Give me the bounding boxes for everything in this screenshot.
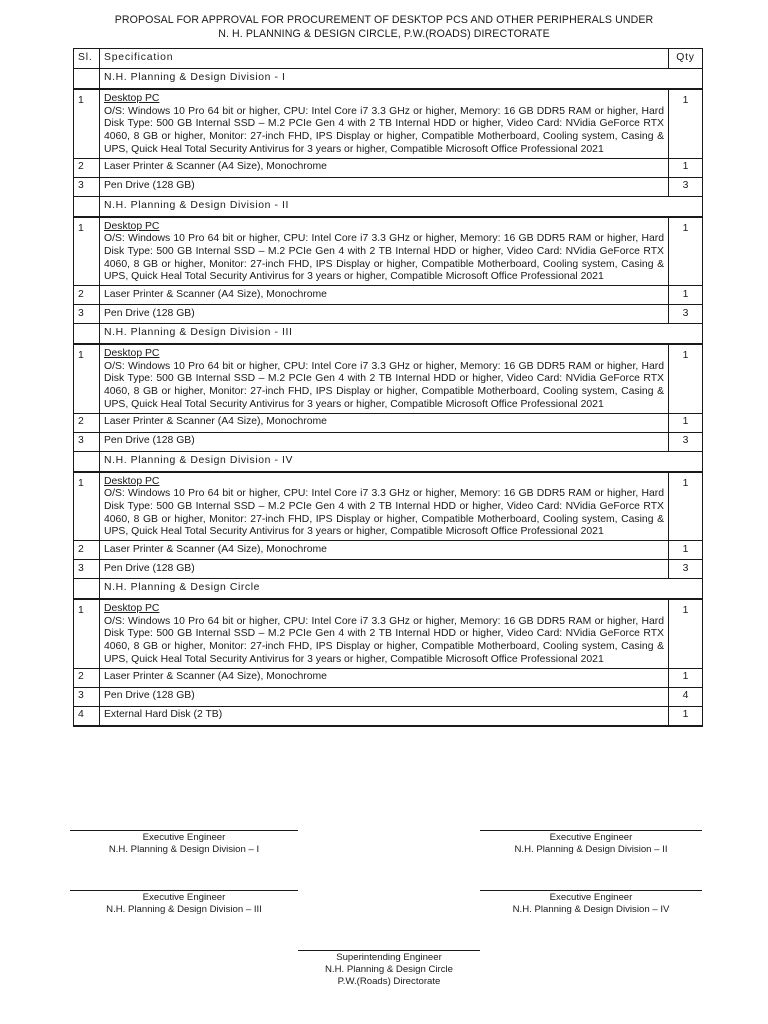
item-title: Laser Printer & Scanner (A4 Size), Monochrome [104, 416, 327, 428]
table-row [74, 158, 703, 177]
signature-office: N.H. Planning & Design Division – I [108, 844, 260, 855]
item-title: Pen Drive (128 GB) [104, 180, 195, 192]
item-qty: 3 [669, 305, 703, 324]
signature-office: N.H. Planning & Design Division – II [514, 844, 668, 855]
item-sl: 2 [74, 668, 100, 687]
item-qty: 1 [669, 599, 703, 668]
item-specification [100, 217, 669, 286]
item-specification [100, 472, 669, 541]
signature-designation: Executive Engineer [142, 892, 226, 903]
signature-designation: Executive Engineer [549, 892, 633, 903]
item-qty: 3 [669, 560, 703, 579]
item-specification [100, 668, 669, 687]
item-qty: 1 [669, 668, 703, 687]
item-sl: 3 [74, 432, 100, 451]
signature-block [70, 830, 298, 856]
item-sl: 2 [74, 286, 100, 305]
table-row [74, 599, 703, 668]
header-qty: Qty [669, 49, 703, 69]
item-sl: 4 [74, 706, 100, 726]
group-name: N.H. Planning & Design Circle [100, 579, 703, 600]
signature-office: N.H. Planning & Design Division – IV [512, 904, 670, 915]
item-qty: 1 [669, 217, 703, 286]
item-description: O/S: Windows 10 Pro 64 bit or higher, CPU: Intel Core i7 3.3 GHz or higher, Memory: 16 GB DDR5 RAM or higher, Hard Disk Type: 500 GB Internal SSD – M.2 PCIe Gen 4 with 2 TB Internal HDD or higher, Video Card: NVidia GeForce RTX 4060, 8 GB or higher, Monitor: 27-inch FHD, IPS Display or higher, Compatible Motherboard, Cooling system, Casing & UPS, Quick Heal Total Security Antivirus for 3 years or higher, Compatible Microsoft Office Professional 2021 [104, 233, 664, 283]
item-qty: 1 [669, 89, 703, 158]
item-specification [100, 413, 669, 432]
group-header-row [74, 69, 703, 90]
item-specification [100, 432, 669, 451]
table-row [74, 305, 703, 324]
item-specification [100, 560, 669, 579]
item-title: Desktop PC [104, 348, 160, 360]
item-qty: 3 [669, 177, 703, 196]
table-row [74, 89, 703, 158]
table-row [74, 432, 703, 451]
group-sl-cell [74, 324, 100, 345]
table-row [74, 560, 703, 579]
item-description: O/S: Windows 10 Pro 64 bit or higher, CPU: Intel Core i7 3.3 GHz or higher, Memory: 16 GB DDR5 RAM or higher, Hard Disk Type: 500 GB Internal SSD – M.2 PCIe Gen 4 with 2 TB Internal HDD or higher, Video Card: NVidia GeForce RTX 4060, 8 GB or higher, Monitor: 27-inch FHD, IPS Display or higher, Compatible Motherboard, Cooling system, Casing & UPS, Quick Heal Total Security Antivirus for 3 years or higher, Compatible Microsoft Office Professional 2021 [104, 105, 664, 155]
signature-block [480, 890, 702, 916]
signature-office: N.H. Planning & Design Circle [325, 964, 453, 975]
item-description: O/S: Windows 10 Pro 64 bit or higher, CPU: Intel Core i7 3.3 GHz or higher, Memory: 16 GB DDR5 RAM or higher, Hard Disk Type: 500 GB Internal SSD – M.2 PCIe Gen 4 with 2 TB Internal HDD or higher, Video Card: NVidia GeForce RTX 4060, 8 GB or higher, Monitor: 27-inch FHD, IPS Display or higher, Compatible Motherboard, Cooling system, Casing & UPS, Quick Heal Total Security Antivirus for 3 years or higher, Compatible Microsoft Office Professional 2021 [104, 360, 664, 410]
header-sl: Sl. [74, 49, 100, 69]
group-sl-cell [74, 451, 100, 472]
item-qty: 1 [669, 541, 703, 560]
group-header-row [74, 579, 703, 600]
item-sl: 3 [74, 687, 100, 706]
document-title [0, 14, 768, 41]
group-sl-cell [74, 196, 100, 217]
item-qty: 1 [669, 706, 703, 726]
signature-block [480, 830, 702, 856]
item-title: Desktop PC [104, 603, 160, 615]
item-description: O/S: Windows 10 Pro 64 bit or higher, CPU: Intel Core i7 3.3 GHz or higher, Memory: 16 GB DDR5 RAM or higher, Hard Disk Type: 500 GB Internal SSD – M.2 PCIe Gen 4 with 2 TB Internal HDD or higher, Video Card: NVidia GeForce RTX 4060, 8 GB or higher, Monitor: 27-inch FHD, IPS Display or higher, Compatible Motherboard, Cooling system, Casing & UPS, Quick Heal Total Security Antivirus for 3 years or higher, Compatible Microsoft Office Professional 2021 [104, 615, 664, 665]
item-title: Pen Drive (128 GB) [104, 562, 195, 574]
item-qty: 1 [669, 158, 703, 177]
item-title: Laser Printer & Scanner (A4 Size), Monochrome [104, 288, 327, 300]
item-specification [100, 158, 669, 177]
group-name: N.H. Planning & Design Division - III [100, 324, 703, 345]
item-specification [100, 89, 669, 158]
signature-designation: Executive Engineer [549, 832, 633, 843]
title-line-2: N. H. PLANNING & DESIGN CIRCLE, P.W.(ROADS) DIRECTORATE [218, 27, 550, 40]
table-row [74, 286, 703, 305]
item-specification [100, 305, 669, 324]
item-title: Desktop PC [104, 475, 160, 487]
item-sl: 2 [74, 413, 100, 432]
item-specification [100, 687, 669, 706]
group-name: N.H. Planning & Design Division - I [100, 69, 703, 90]
item-qty: 4 [669, 687, 703, 706]
item-title: Pen Drive (128 GB) [104, 435, 195, 447]
item-title: External Hard Disk (2 TB) [104, 709, 223, 721]
item-sl: 1 [74, 599, 100, 668]
item-title: Laser Printer & Scanner (A4 Size), Monochrome [104, 543, 327, 555]
specification-table [73, 48, 703, 727]
item-sl: 2 [74, 541, 100, 560]
item-specification [100, 344, 669, 413]
table-header-row [74, 49, 703, 69]
signature-office: N.H. Planning & Design Division – III [106, 904, 262, 915]
table-row [74, 541, 703, 560]
item-title: Laser Printer & Scanner (A4 Size), Monochrome [104, 161, 327, 173]
table-row [74, 344, 703, 413]
item-sl: 1 [74, 472, 100, 541]
item-qty: 1 [669, 286, 703, 305]
item-sl: 3 [74, 177, 100, 196]
title-line-1: PROPOSAL FOR APPROVAL FOR PROCUREMENT OF DESKTOP PCS AND OTHER PERIPHERALS UNDER [114, 14, 654, 26]
item-qty: 1 [669, 472, 703, 541]
item-title: Laser Printer & Scanner (A4 Size), Monochrome [104, 671, 327, 683]
item-sl: 1 [74, 344, 100, 413]
signature-office: P.W.(Roads) Directorate [337, 976, 441, 987]
table-row [74, 413, 703, 432]
group-header-row [74, 324, 703, 345]
table-row [74, 668, 703, 687]
item-specification [100, 706, 669, 726]
item-specification [100, 286, 669, 305]
signature-designation: Executive Engineer [142, 832, 226, 843]
header-specification: Specification [100, 49, 669, 69]
item-qty: 3 [669, 432, 703, 451]
item-specification [100, 541, 669, 560]
signature-block [70, 890, 298, 916]
signature-designation: Superintending Engineer [336, 952, 442, 963]
group-name: N.H. Planning & Design Division - IV [100, 451, 703, 472]
item-qty: 1 [669, 413, 703, 432]
table-row [74, 177, 703, 196]
item-sl: 2 [74, 158, 100, 177]
item-sl: 1 [74, 89, 100, 158]
item-specification [100, 599, 669, 668]
item-specification [100, 177, 669, 196]
group-header-row [74, 451, 703, 472]
table-row [74, 217, 703, 286]
group-sl-cell [74, 579, 100, 600]
group-header-row [74, 196, 703, 217]
table-row [74, 706, 703, 726]
item-title: Pen Drive (128 GB) [104, 690, 195, 702]
group-sl-cell [74, 69, 100, 90]
group-name: N.H. Planning & Design Division - II [100, 196, 703, 217]
item-sl: 1 [74, 217, 100, 286]
item-title: Pen Drive (128 GB) [104, 307, 195, 319]
item-sl: 3 [74, 560, 100, 579]
item-title: Desktop PC [104, 220, 160, 232]
item-description: O/S: Windows 10 Pro 64 bit or higher, CPU: Intel Core i7 3.3 GHz or higher, Memory: 16 GB DDR5 RAM or higher, Hard Disk Type: 500 GB Internal SSD – M.2 PCIe Gen 4 with 2 TB Internal HDD or higher, Video Card: NVidia GeForce RTX 4060, 8 GB or higher, Monitor: 27-inch FHD, IPS Display or higher, Compatible Motherboard, Cooling system, Casing & UPS, Quick Heal Total Security Antivirus for 3 years or higher, Compatible Microsoft Office Professional 2021 [104, 488, 664, 538]
item-sl: 3 [74, 305, 100, 324]
item-qty: 1 [669, 344, 703, 413]
signature-block [298, 950, 480, 988]
table-row [74, 472, 703, 541]
table-row [74, 687, 703, 706]
item-title: Desktop PC [104, 93, 160, 104]
